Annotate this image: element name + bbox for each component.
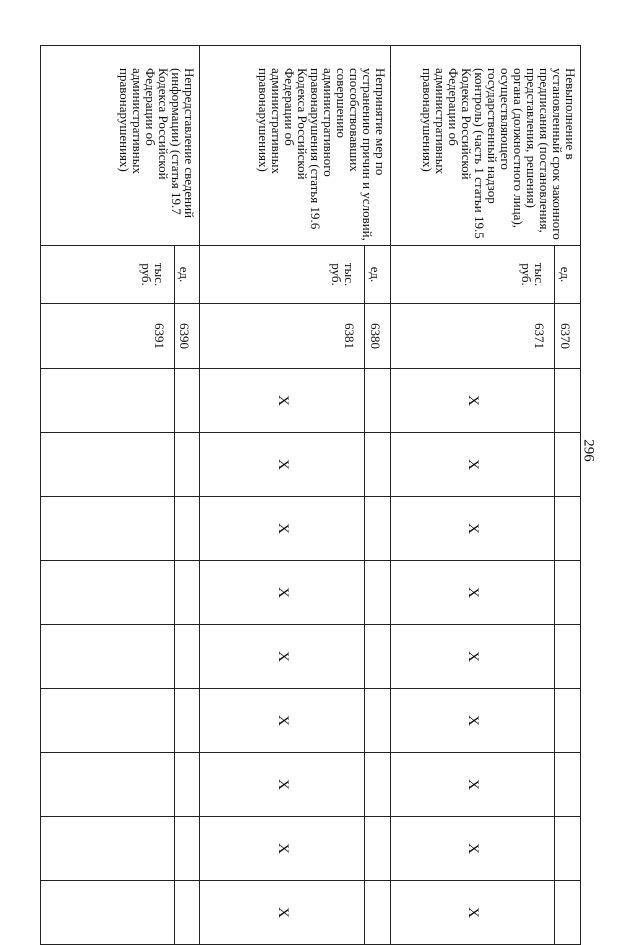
x-mark: X xyxy=(390,433,555,497)
x-mark: X xyxy=(200,433,365,497)
code-money-cell: 6381 xyxy=(200,304,365,369)
x-mark: X xyxy=(390,561,555,625)
report-table xyxy=(40,45,581,945)
x-mark: X xyxy=(390,497,555,561)
code-count-cell: 6370 xyxy=(555,304,581,369)
x-mark: X xyxy=(390,753,555,817)
code-count-cell: 6380 xyxy=(365,304,391,369)
x-mark: X xyxy=(390,817,555,881)
x-mark: X xyxy=(200,625,365,689)
x-mark: X xyxy=(200,817,365,881)
x-mark: X xyxy=(390,369,555,433)
code-count-cell: 6390 xyxy=(174,304,200,369)
report-table-container xyxy=(40,45,581,918)
code-money-cell: 6371 xyxy=(390,304,555,369)
row-description: Невыполнение в установленный срок законного предписания (постановления, представления, решения) органа (должностного лица), осуществляющего государственный надзор (контроль) (часть 1 статьи 19.5 Кодекса Российской Федерации об административных правонарушениях) xyxy=(390,46,580,246)
x-mark: X xyxy=(200,689,365,753)
x-mark: X xyxy=(200,881,365,945)
page-number: 296 xyxy=(580,439,597,462)
unit-money-cell: тыс. руб. xyxy=(41,246,175,304)
unit-money-cell: тыс. руб. xyxy=(390,246,555,304)
row-description: Непредставление сведений (информации) (статья 19.7 Кодекса Российской Федерации об административных правонарушениях) xyxy=(41,46,200,246)
table-row xyxy=(555,46,581,945)
code-money-cell: 6391 xyxy=(41,304,175,369)
x-mark: X xyxy=(390,625,555,689)
unit-count-cell: ед. xyxy=(555,246,581,304)
x-mark: X xyxy=(390,881,555,945)
row-description: Непринятие мер по устранению причин и условий, способствовавших совершению административного правонарушения (статья 19.6 Кодекса Российской Федерации об административных правонарушениях) xyxy=(200,46,390,246)
x-mark: X xyxy=(200,753,365,817)
x-mark: X xyxy=(390,689,555,753)
unit-money-cell: тыс. руб. xyxy=(200,246,365,304)
unit-count-cell: ед. xyxy=(174,246,200,304)
x-mark: X xyxy=(200,369,365,433)
x-mark: X xyxy=(200,497,365,561)
x-mark: X xyxy=(200,561,365,625)
unit-count-cell: ед. xyxy=(365,246,391,304)
table-row xyxy=(174,46,200,945)
table-row xyxy=(365,46,391,945)
